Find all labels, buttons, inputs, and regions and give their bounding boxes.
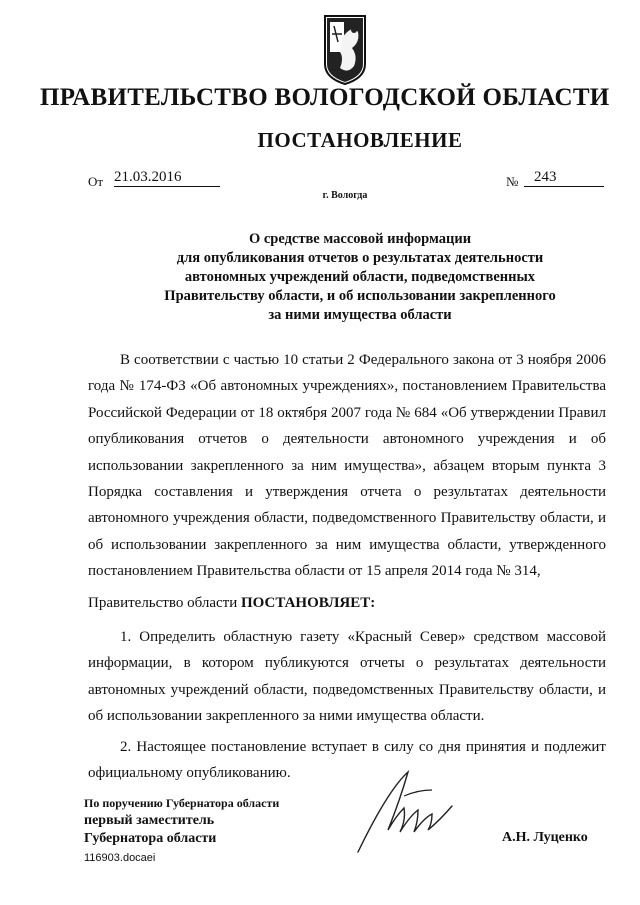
item-1-paragraph: 1. Определить областную газету «Красный Север» средством массовой информации, в котором публикуются отчеты о результатах деятельности автономных учреждений области, подведомственных Правительству области, и об использовании закрепленного за ними имущества области. <box>88 629 606 725</box>
heading-line: за ними имущества области <box>268 307 452 323</box>
file-id: 116903.docaei <box>84 852 156 864</box>
signer-line-3: Губернатора области <box>84 831 217 846</box>
signer-name: А.Н. Луценко <box>502 830 588 845</box>
government-title: ПРАВИТЕЛЬСТВО ВОЛОГОДСКОЙ ОБЛАСТИ <box>40 84 610 111</box>
signer-line-2: первый заместитель <box>84 813 215 828</box>
document-heading <box>120 230 600 325</box>
handwritten-signature <box>348 760 468 860</box>
document-date: 21.03.2016 <box>114 168 220 187</box>
number-label: № <box>506 174 519 189</box>
resolve-line <box>88 590 375 616</box>
resolve-prefix: Правительство области <box>88 595 238 611</box>
signer-block <box>84 794 279 848</box>
document-type: ПОСТАНОВЛЕНИЕ <box>257 128 463 152</box>
document-number: 243 <box>524 168 604 187</box>
preamble-paragraph: В соответствии с частью 10 статьи 2 Федерального закона от 3 ноября 2006 года № 174-ФЗ «Об автономных учреждениях», постановлением Правительства Российской Федерации от 18 октября 2007 года № 684 «Об утверждении Правил опубликования отчетов о деятельности автономного учреждения и об использовании закрепленного за ним имущества», абзацем вторым пункта 3 Порядка составления и утверждения отчета о результатах деятельности автономного учреждения области, подведомственного Правительству области, и об использовании закрепленного за ним имущества области, утвержденного постановлением Правительства области от 15 апреля 2014 года № 314, <box>88 352 606 580</box>
resolve-word: ПОСТАНОВЛЯЕТ: <box>240 595 376 611</box>
city: г. Вологда <box>322 190 368 201</box>
date-label: От <box>88 174 104 189</box>
item-2-paragraph: 2. Настоящее постановление вступает в силу со дня принятия и подлежит официальному опубликованию. <box>88 739 606 782</box>
heading-line: автономных учреждений области, подведомственных <box>184 269 536 285</box>
coat-of-arms-icon <box>322 12 368 86</box>
heading-line: Правительству области, и об использовании закрепленного <box>164 288 556 304</box>
heading-line: для опубликования отчетов о результатах деятельности <box>176 250 544 266</box>
heading-line: О средстве массовой информации <box>248 231 472 247</box>
signer-line-1: По поручению Губернатора области <box>84 796 280 810</box>
